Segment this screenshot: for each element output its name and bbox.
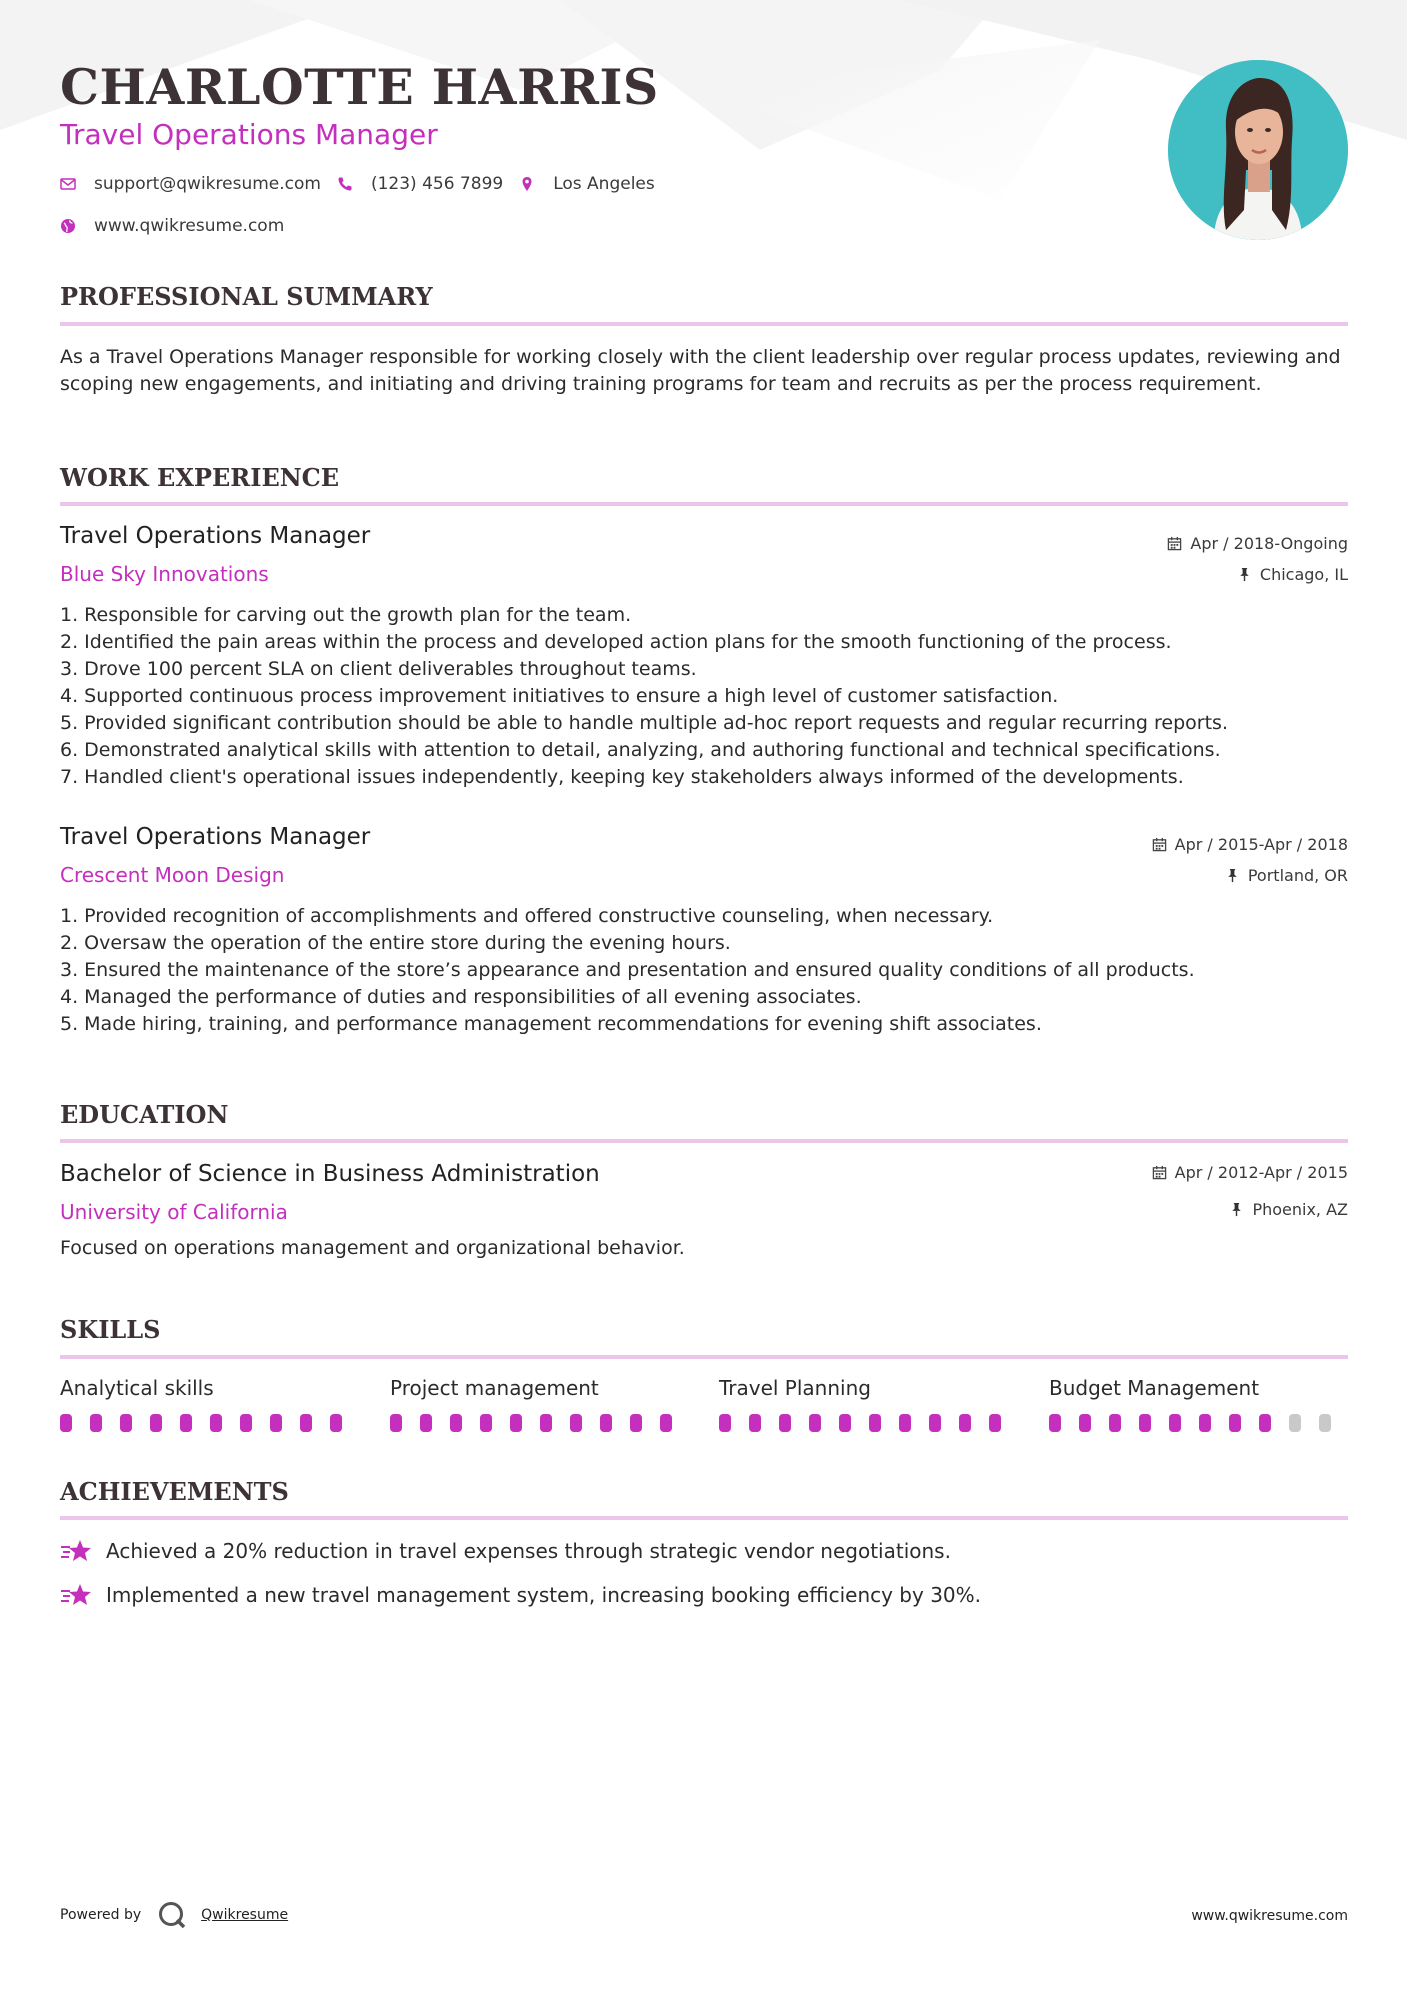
email-item[interactable] [60, 174, 321, 194]
website-item[interactable] [60, 216, 284, 236]
job-1-location-text: Chicago, IL [1259, 565, 1348, 584]
rating-dot-filled [989, 1414, 1001, 1432]
skill-rating [1049, 1414, 1349, 1432]
achievement-item [60, 1582, 981, 1608]
achievements-heading: ACHIEVEMENTS [60, 1477, 289, 1506]
rating-dot-filled [510, 1414, 522, 1432]
skill-project-management [390, 1376, 690, 1432]
shooting-star-icon [60, 1538, 92, 1564]
job-1-dates-text: Apr / 2018-Ongoing [1190, 534, 1348, 553]
skill-travel-planning [719, 1376, 1019, 1432]
rating-dot-filled [1049, 1414, 1061, 1432]
rating-dot-filled [839, 1414, 851, 1432]
rating-dot-filled [1079, 1414, 1091, 1432]
rating-dot-filled [240, 1414, 252, 1432]
skill-rating [390, 1414, 690, 1432]
rating-dot-filled [749, 1414, 761, 1432]
rating-dot-filled [660, 1414, 672, 1432]
calendar-icon [1152, 1165, 1167, 1180]
job-1-dates [1167, 534, 1348, 553]
summary-heading: PROFESSIONAL SUMMARY [60, 282, 433, 311]
job-1-title: Travel Operations Manager [60, 523, 371, 549]
skill-rating [719, 1414, 1019, 1432]
list-item: 2. Oversaw the operation of the entire store during the evening hours. [60, 932, 731, 954]
list-item: 1. Provided recognition of accomplishments and offered constructive counseling, when necessary. [60, 905, 994, 927]
skill-label: Budget Management [1049, 1376, 1260, 1400]
rating-dot-filled [540, 1414, 552, 1432]
achievement-text: Achieved a 20% reduction in travel expenses through strategic vendor negotiations. [106, 1539, 951, 1563]
rating-dot-filled [779, 1414, 791, 1432]
website-row [60, 216, 300, 236]
contact-row [60, 174, 671, 194]
rating-dot-filled [869, 1414, 881, 1432]
skill-label: Travel Planning [719, 1376, 871, 1400]
footer-powered-by [60, 1900, 288, 1930]
rating-dot-filled [60, 1414, 72, 1432]
list-item: 4. Managed the performance of duties and responsibilities of all evening associates. [60, 986, 862, 1008]
experience-divider [60, 502, 1348, 506]
achievement-item [60, 1538, 951, 1564]
rating-dot-filled [450, 1414, 462, 1432]
skill-label: Project management [390, 1376, 599, 1400]
pushpin-icon [1237, 567, 1252, 582]
rating-dot-filled [300, 1414, 312, 1432]
rating-dot-filled [959, 1414, 971, 1432]
footer-website[interactable]: www.qwikresume.com [1191, 1908, 1348, 1924]
rating-dot-filled [390, 1414, 402, 1432]
education-divider [60, 1139, 1348, 1143]
job-1-location [1237, 565, 1348, 584]
rating-dot-filled [420, 1414, 432, 1432]
shooting-star-icon [60, 1582, 92, 1608]
job-2-company: Crescent Moon Design [60, 863, 285, 887]
rating-dot-filled [809, 1414, 821, 1432]
rating-dot-filled [1259, 1414, 1271, 1432]
list-item: 3. Ensured the maintenance of the store’s appearance and presentation and ensured quality conditions of all products. [60, 959, 1195, 981]
pushpin-icon [1225, 868, 1240, 883]
list-item: 2. Identified the pain areas within the process and developed action plans for the smooth functioning of the process. [60, 631, 1172, 653]
rating-dot-empty [1319, 1414, 1331, 1432]
skill-budget-management [1049, 1376, 1349, 1432]
globe-icon [60, 218, 76, 234]
rating-dot-filled [120, 1414, 132, 1432]
website-text: www.qwikresume.com [94, 216, 285, 236]
calendar-icon [1152, 837, 1167, 852]
list-item: 3. Drove 100 percent SLA on client deliverables throughout teams. [60, 658, 697, 680]
list-item: 5. Provided significant contribution should be able to handle multiple ad-hoc report requests and regular recurring reports. [60, 712, 1228, 734]
job-1-company: Blue Sky Innovations [60, 562, 269, 586]
education-dates-text: Apr / 2012-Apr / 2015 [1174, 1163, 1348, 1182]
experience-heading: WORK EXPERIENCE [60, 463, 340, 492]
calendar-icon [1167, 536, 1182, 551]
rating-dot-filled [630, 1414, 642, 1432]
list-item: 7. Handled client's operational issues independently, keeping key stakeholders always informed of the developments. [60, 766, 1184, 788]
rating-dot-filled [270, 1414, 282, 1432]
rating-dot-filled [1229, 1414, 1241, 1432]
rating-dot-filled [480, 1414, 492, 1432]
job-2-location [1225, 866, 1348, 885]
rating-dot-empty [1289, 1414, 1301, 1432]
brand-link[interactable]: Qwikresume [201, 1907, 289, 1923]
powered-by-label: Powered by [60, 1907, 142, 1923]
job-2-responsibilities [60, 903, 1348, 1038]
summary-text: As a Travel Operations Manager responsible for working closely with the client leadership over regular process updates, reviewing and scoping new engagements, and initiating and driving training programs for team and recruits as per the process requirement. [60, 346, 1341, 395]
phone-item[interactable] [337, 174, 503, 194]
profile-photo [1168, 60, 1348, 240]
pushpin-icon [1229, 1202, 1244, 1217]
list-item: 5. Made hiring, training, and performance management recommendations for evening shift associates. [60, 1013, 1042, 1035]
rating-dot-filled [330, 1414, 342, 1432]
rating-dot-filled [1199, 1414, 1211, 1432]
portrait-illustration [1168, 60, 1348, 240]
education-dates [1152, 1163, 1348, 1182]
skills-heading: SKILLS [60, 1315, 161, 1344]
education-location-text: Phoenix, AZ [1252, 1200, 1348, 1219]
email-text: support@qwikresume.com [94, 174, 321, 194]
job-2-dates-text: Apr / 2015-Apr / 2018 [1174, 835, 1348, 854]
education-heading: EDUCATION [60, 1100, 229, 1129]
rating-dot-filled [1169, 1414, 1181, 1432]
rating-dot-filled [180, 1414, 192, 1432]
skill-label: Analytical skills [60, 1376, 214, 1400]
summary-divider [60, 322, 1348, 326]
phone-icon [337, 176, 353, 192]
job-2-location-text: Portland, OR [1247, 866, 1348, 885]
location-item [519, 174, 655, 194]
list-item: 1. Responsible for carving out the growth plan for the team. [60, 604, 632, 626]
rating-dot-filled [899, 1414, 911, 1432]
rating-dot-filled [719, 1414, 731, 1432]
rating-dot-filled [929, 1414, 941, 1432]
rating-dot-filled [90, 1414, 102, 1432]
rating-dot-filled [210, 1414, 222, 1432]
list-item: 4. Supported continuous process improvement initiatives to ensure a high level of customer satisfaction. [60, 685, 1059, 707]
job-2-dates [1152, 835, 1348, 854]
rating-dot-filled [1139, 1414, 1151, 1432]
rating-dot-filled [570, 1414, 582, 1432]
location-text: Los Angeles [553, 174, 655, 194]
qwikresume-logo-icon [157, 1900, 187, 1930]
rating-dot-filled [1109, 1414, 1121, 1432]
list-item: 6. Demonstrated analytical skills with attention to detail, analyzing, and authoring functional and technical specifications. [60, 739, 1221, 761]
rating-dot-filled [600, 1414, 612, 1432]
candidate-title: Travel Operations Manager [60, 118, 438, 151]
education-description: Focused on operations management and organizational behavior. [60, 1237, 685, 1259]
education-school: University of California [60, 1200, 288, 1224]
job-2-title: Travel Operations Manager [60, 824, 371, 850]
education-degree: Bachelor of Science in Business Administration [60, 1161, 600, 1187]
envelope-icon [60, 176, 76, 192]
skill-analytical-skills [60, 1376, 360, 1432]
skills-divider [60, 1355, 1348, 1359]
achievement-text: Implemented a new travel management system, increasing booking efficiency by 30%. [106, 1583, 982, 1607]
achievements-divider [60, 1516, 1348, 1520]
phone-text: (123) 456 7899 [370, 174, 504, 194]
rating-dot-filled [150, 1414, 162, 1432]
candidate-name: CHARLOTTE HARRIS [60, 58, 659, 116]
map-pin-icon [519, 176, 535, 192]
job-1-responsibilities [60, 602, 1348, 791]
education-location [1229, 1200, 1348, 1219]
skill-rating [60, 1414, 360, 1432]
